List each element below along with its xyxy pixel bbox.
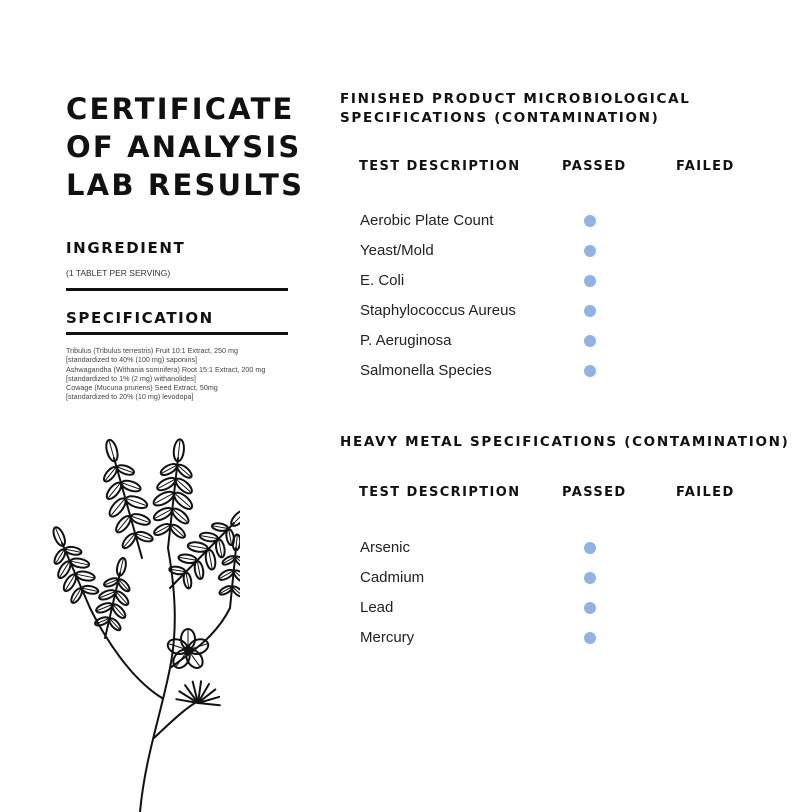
heavy-metal-title: HEAVY METAL SPECIFICATIONS (CONTAMINATION) (340, 434, 790, 450)
column-header-test-description: TEST DESCRIPTION (359, 485, 521, 500)
passed-indicator (584, 365, 596, 377)
microbiological-title: FINISHED PRODUCT MICROBIOLOGICAL SPECIFICATIONS (CONTAMINATION) (340, 91, 691, 126)
title-line: LAB RESULTS (66, 168, 305, 202)
test-name: Staphylococcus Aureus (360, 302, 516, 319)
page-title (66, 90, 326, 204)
ingredient-heading: INGREDIENT (66, 239, 186, 257)
table-row (0, 332, 812, 365)
table-row (0, 272, 812, 302)
test-name: E. Coli (360, 272, 405, 289)
column-header-passed: PASSED (562, 159, 627, 174)
table-row (0, 539, 812, 569)
column-header-test-description: TEST DESCRIPTION (359, 159, 521, 174)
title-line: OF ANALYSIS (66, 130, 302, 164)
ingredient-note: (1 TABLET PER SERVING) (66, 268, 171, 278)
column-header-failed: FAILED (676, 159, 735, 174)
specification-line: [standardized to 20% (10 mg) levodopa] (66, 392, 194, 402)
table-row (0, 629, 812, 659)
test-name: Lead (360, 599, 394, 616)
specification-line: Tribulus (Tribulus terrestris) Fruit 10:1 Extract, 250 mg (66, 346, 239, 355)
passed-indicator (584, 305, 596, 317)
title-line: CERTIFICATE (66, 92, 295, 126)
table-row (0, 242, 812, 272)
test-name: Cadmium (360, 569, 425, 586)
specification-line: Ashwagandha (Withania somnifera) Root 15:1 Extract, 200 mg (66, 364, 266, 374)
test-name: Aerobic Plate Count (360, 212, 494, 229)
table-row (0, 362, 812, 392)
test-name: P. Aeruginosa (360, 332, 452, 349)
specification-heading: SPECIFICATION (66, 309, 214, 327)
test-name: Salmonella Species (360, 362, 492, 379)
specification-line: Cowage (Mucuna pruriens) Seed Extract, 50mg (66, 383, 218, 393)
table-row (0, 569, 812, 599)
passed-indicator (584, 602, 596, 614)
passed-indicator (584, 542, 596, 554)
test-name: Mercury (360, 629, 415, 646)
specification-line: [standardized to 40% (100 mg) saponins] (66, 355, 198, 365)
column-header-failed: FAILED (676, 485, 735, 500)
test-name: Arsenic (360, 539, 411, 556)
passed-indicator (584, 572, 596, 584)
test-name: Yeast/Mold (360, 242, 434, 259)
table-row (0, 302, 812, 332)
passed-indicator (584, 335, 596, 347)
passed-indicator (584, 245, 596, 257)
table-row (0, 599, 812, 629)
passed-indicator (584, 215, 596, 227)
passed-indicator (584, 275, 596, 287)
column-header-passed: PASSED (562, 485, 627, 500)
passed-indicator (584, 632, 596, 644)
table-row (0, 212, 812, 242)
specification-line: [standardized to 1% (2 mg) withanolides] (66, 373, 196, 383)
